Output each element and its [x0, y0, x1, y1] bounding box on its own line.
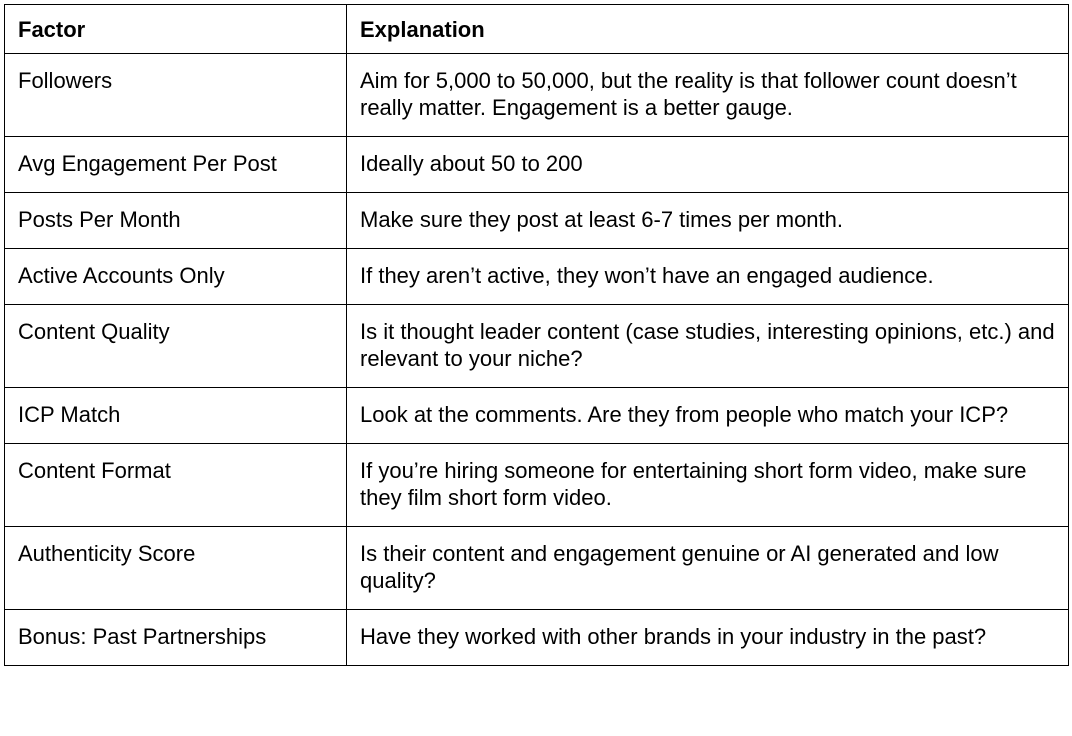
explanation-cell: Look at the comments. Are they from people who match your ICP?: [347, 388, 1069, 444]
factor-table: [4, 4, 1069, 666]
header-factor: Factor: [5, 5, 347, 54]
factor-cell: Posts Per Month: [5, 193, 347, 249]
table-row: [5, 193, 1069, 249]
explanation-cell: Have they worked with other brands in your industry in the past?: [347, 610, 1069, 666]
table-row: [5, 444, 1069, 527]
table-row: [5, 137, 1069, 193]
table-header-row: [5, 5, 1069, 54]
factor-cell: Avg Engagement Per Post: [5, 137, 347, 193]
factor-cell: Bonus: Past Partnerships: [5, 610, 347, 666]
factor-cell: Content Quality: [5, 305, 347, 388]
table-row: [5, 610, 1069, 666]
factor-cell: Followers: [5, 54, 347, 137]
factor-cell: Authenticity Score: [5, 527, 347, 610]
table-row: [5, 249, 1069, 305]
explanation-cell: Ideally about 50 to 200: [347, 137, 1069, 193]
header-explanation: Explanation: [347, 5, 1069, 54]
explanation-cell: Make sure they post at least 6-7 times per month.: [347, 193, 1069, 249]
explanation-cell: If they aren’t active, they won’t have an engaged audience.: [347, 249, 1069, 305]
factor-table-container: [4, 4, 1068, 666]
table-row: [5, 527, 1069, 610]
explanation-cell: Is their content and engagement genuine or AI generated and low quality?: [347, 527, 1069, 610]
factor-cell: ICP Match: [5, 388, 347, 444]
explanation-cell: Is it thought leader content (case studies, interesting opinions, etc.) and relevant to your niche?: [347, 305, 1069, 388]
table-row: [5, 54, 1069, 137]
explanation-cell: If you’re hiring someone for entertaining short form video, make sure they film short form video.: [347, 444, 1069, 527]
factor-cell: Content Format: [5, 444, 347, 527]
factor-cell: Active Accounts Only: [5, 249, 347, 305]
explanation-cell: Aim for 5,000 to 50,000, but the reality is that follower count doesn’t really matter. Engagement is a better gauge.: [347, 54, 1069, 137]
table-row: [5, 305, 1069, 388]
table-row: [5, 388, 1069, 444]
